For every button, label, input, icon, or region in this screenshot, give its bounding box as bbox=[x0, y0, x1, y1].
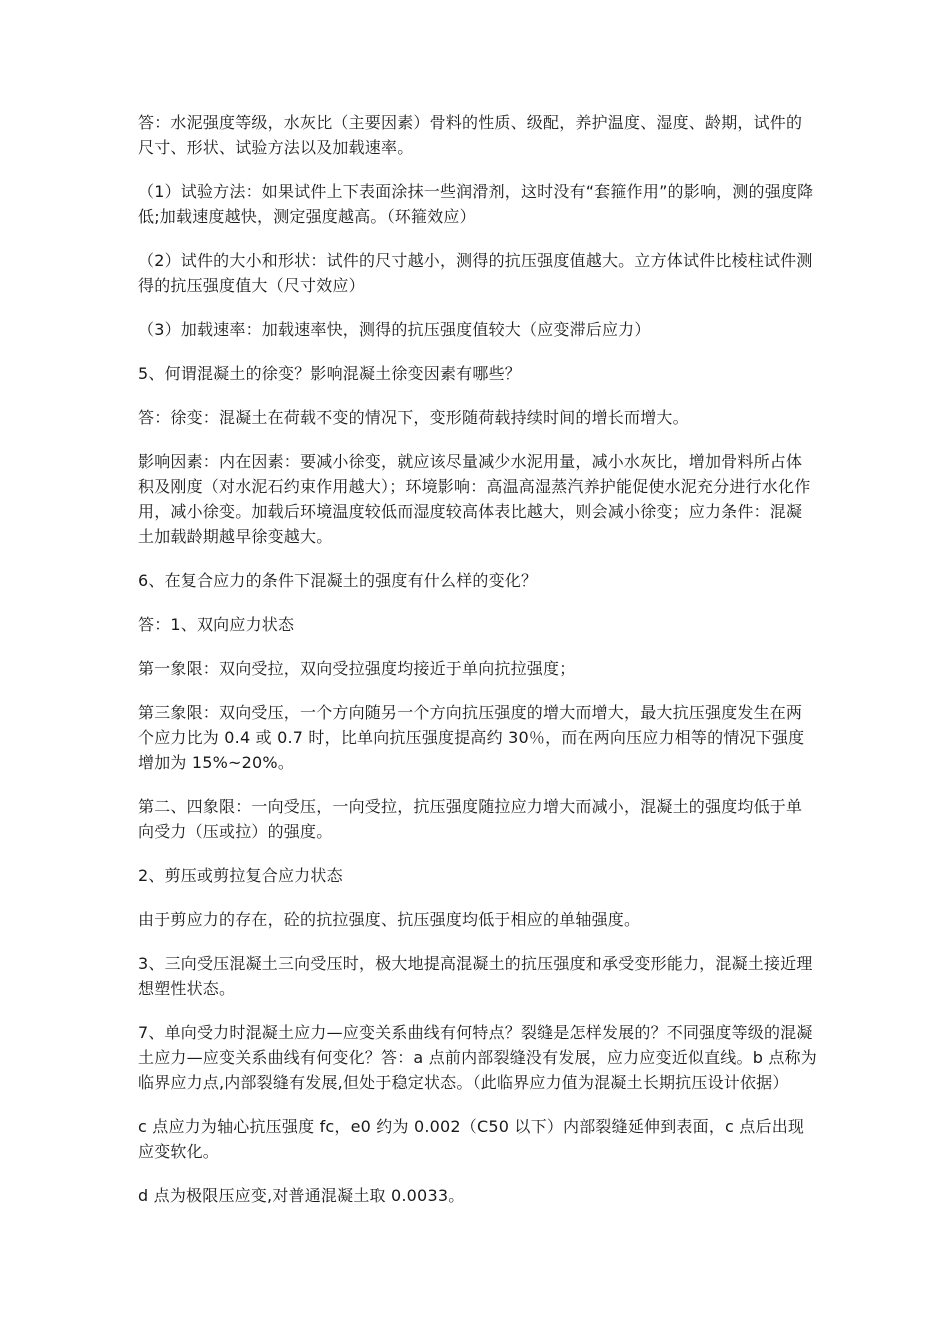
creep-factors-paragraph: 影响因素：内在因素：要减小徐变，就应该尽量减少水泥用量，减小水灰比，增加骨料所占体积及刚度（对水泥石约束作用越大）；环境影响：高温高湿蒸汽养护能促使水泥充分进行水化作用，减小徐变。加载后环境温度较低而湿度较高体表比越大，则会减小徐变；应力条件：混凝土加载龄期越早徐变越大。 bbox=[138, 452, 811, 546]
first-quadrant-paragraph: 第一象限：双向受拉，双向受拉强度均接近于单向抗拉强度； bbox=[138, 659, 576, 678]
shear-stress-paragraph: 由于剪应力的存在，砼的抗拉强度、抗压强度均低于相应的单轴强度。 bbox=[138, 910, 641, 929]
second-fourth-quadrant-paragraph: 第二、四象限：一向受压，一向受拉，抗压强度随拉应力增大而减小，混凝土的强度均低于单向受力（压或拉）的强度。 bbox=[138, 797, 803, 841]
test-method-paragraph: （1）试验方法：如果试件上下表面涂抹一些润滑剂，这时没有“套箍作用”的影响，测的强度降低;加载速度越快，测定强度越高。（环箍效应） bbox=[138, 182, 814, 226]
question-6-heading: 6、在复合应力的条件下混凝土的强度有什么样的变化？ bbox=[138, 571, 538, 590]
triaxial-paragraph: 3、三向受压混凝土三向受压时，极大地提高混凝土的抗压强度和承受变形能力，混凝土接近理想塑性状态。 bbox=[138, 954, 813, 998]
point-c-paragraph: c 点应力为轴心抗压强度 fc，e0 约为 0.002（C50 以下）内部裂缝延伸到表面，c 点后出现应变软化。 bbox=[138, 1117, 805, 1161]
answer-paragraph: 答：水泥强度等级，水灰比（主要因素）骨料的性质、级配，养护温度、湿度、龄期，试件的尺寸、形状、试验方法以及加载速率。 bbox=[138, 113, 803, 157]
shear-stress-heading: 2、剪压或剪拉复合应力状态 bbox=[138, 866, 343, 885]
point-d-paragraph: d 点为极限压应变,对普通混凝土取 0.0033。 bbox=[138, 1186, 465, 1205]
question-5-heading: 5、何谓混凝土的徐变？影响混凝土徐变因素有哪些？ bbox=[138, 364, 521, 383]
question-7-paragraph: 7、单向受力时混凝土应力—应变关系曲线有何特点？裂缝是怎样发展的？不同强度等级的混凝土应力—应变关系曲线有何变化？答：a 点前内部裂缝没有发展，应力应变近似直线。b 点称为临界应力点,内部裂缝有发展,但处于稳定状态。（此临界应力值为混凝土长期抗压设计依据） bbox=[138, 1023, 817, 1092]
third-quadrant-paragraph: 第三象限：双向受压，一个方向随另一个方向抗压强度的增大而增大，最大抗压强度发生在两个应力比为 0.4 或 0.7 时，比单向抗压强度提高约 30％，而在两向压应力相等的情况下强度增加为 15%~20%。 bbox=[138, 703, 805, 772]
loading-rate-paragraph: （3）加载速率：加载速率快，测得的抗压强度值较大（应变滞后应力） bbox=[138, 320, 651, 339]
document-body bbox=[138, 110, 818, 1227]
specimen-size-paragraph: （2）试件的大小和形状：试件的尺寸越小，测得的抗压强度值越大。立方体试件比棱柱试件测得的抗压强度值大（尺寸效应） bbox=[138, 251, 813, 295]
biaxial-stress-paragraph: 答：1、双向应力状态 bbox=[138, 615, 295, 634]
creep-definition-paragraph: 答：徐变：混凝土在荷载不变的情况下，变形随荷载持续时间的增长而增大。 bbox=[138, 408, 689, 427]
